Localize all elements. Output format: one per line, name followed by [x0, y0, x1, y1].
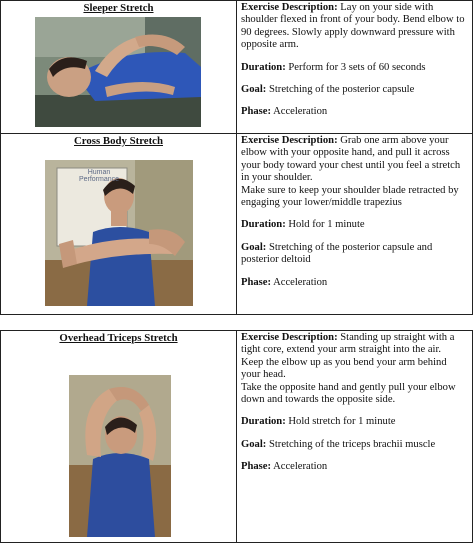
exercise-phase: Acceleration [273, 276, 328, 288]
duration-label: Duration: [241, 416, 286, 428]
sleeper-stretch-photo [35, 17, 201, 127]
exercise-details [237, 134, 472, 314]
description-label: Exercise Description: [241, 2, 338, 13]
overhead-triceps-stretch-illustration [69, 375, 171, 537]
exercise-row-overhead-triceps [1, 331, 472, 542]
cross-body-stretch-photo [45, 160, 193, 306]
exercise-duration: Hold stretch for 1 minute [288, 416, 396, 428]
goal-label: Goal: [241, 241, 267, 253]
phase-label: Phase: [241, 106, 272, 118]
exercise-duration: Perform for 3 sets of 60 seconds [288, 61, 426, 73]
phase-label: Phase: [241, 461, 272, 473]
exercise-details [237, 331, 472, 542]
description-label: Exercise Description: [241, 135, 338, 146]
exercise-description: Standing up straight with a tight core, extend your arm straight into the air. [241, 332, 455, 356]
goal-label: Goal: [241, 438, 267, 450]
exercise-row-cross-body [1, 134, 472, 314]
exercise-goal: Stretching of the posterior capsule and posterior deltoid [241, 241, 433, 266]
exercise-image-cell [1, 331, 237, 542]
exercise-title: Sleeper Stretch [83, 2, 154, 14]
exercise-phase: Acceleration [273, 461, 328, 473]
exercise-description: Lay on your side with shoulder flexed in front of your body. Bend elbow to 90 degrees. Slowly apply downward pressure with opposite arm. [241, 2, 465, 51]
exercise-image-cell [1, 134, 237, 314]
exercise-goal: Stretching of the posterior capsule [268, 84, 415, 96]
description-label: Exercise Description: [241, 332, 338, 343]
exercise-description-note: Keep the elbow up as you bend your arm behind your head. [241, 356, 447, 381]
exercise-title: Cross Body Stretch [74, 135, 163, 147]
goal-label: Goal: [241, 84, 267, 96]
duration-label: Duration: [241, 61, 286, 73]
exercise-description-note: Make sure to keep your shoulder blade retracted by engaging your lower/middle trapezius [241, 184, 459, 209]
exercise-row-sleeper [1, 1, 472, 134]
duration-label: Duration: [241, 219, 286, 231]
phase-label: Phase: [241, 276, 272, 288]
exercise-description: Grab one arm above your elbow with your opposite hand, and pull it across your body toward your chest until you feel a stretch in your shoulder. [241, 135, 461, 184]
exercise-details [237, 1, 472, 133]
sleeper-stretch-illustration [35, 17, 201, 127]
exercise-description-note: Take the opposite hand and gently pull your elbow down and towards the opposite side. [241, 381, 456, 406]
exercise-goal: Stretching of the triceps brachii muscle [268, 438, 436, 450]
exercise-table-2 [0, 330, 473, 543]
exercise-phase: Acceleration [273, 106, 328, 118]
exercise-duration: Hold for 1 minute [288, 219, 365, 231]
exercise-title: Overhead Triceps Stretch [59, 332, 178, 344]
exercise-image-cell [1, 1, 237, 133]
overhead-triceps-stretch-photo [69, 375, 171, 537]
poster-text: Human Performance [78, 169, 120, 183]
